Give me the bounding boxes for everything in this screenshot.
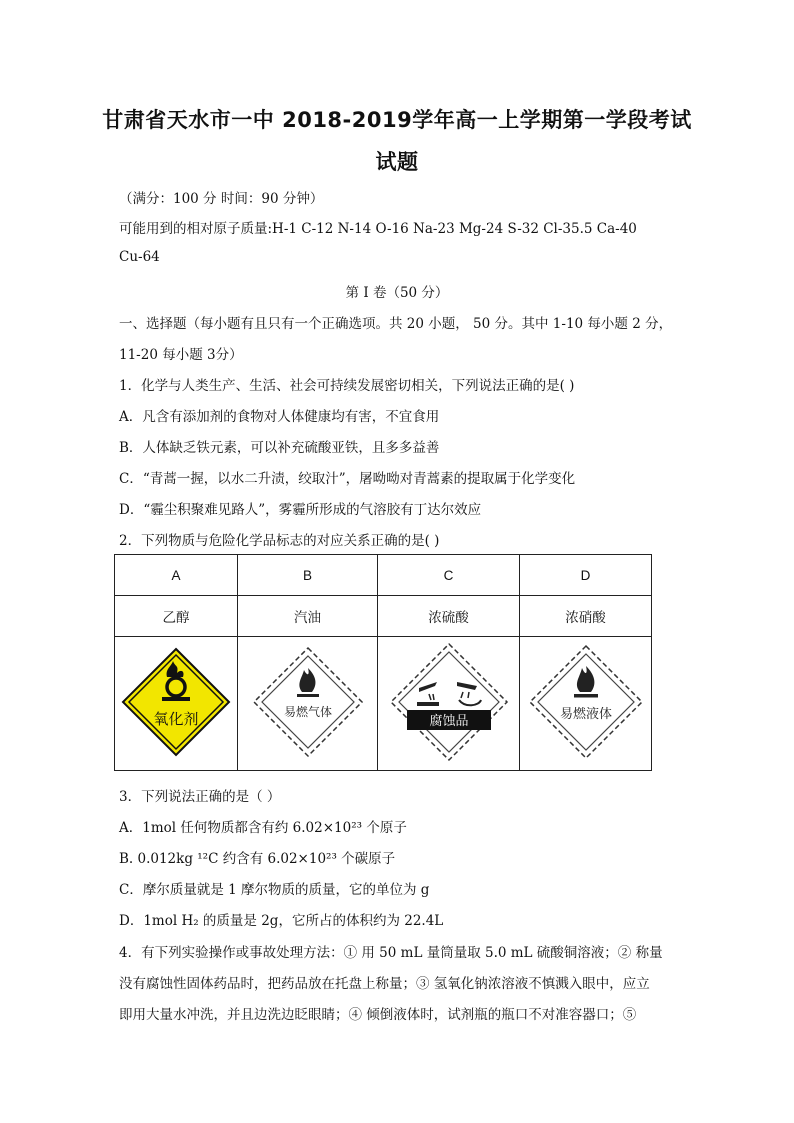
q1-option-b: B．人体缺乏铁元素，可以补充硫酸亚铁，且多多益善 bbox=[119, 440, 440, 456]
score-time-info: （满分：100 分 时间：90 分钟） bbox=[119, 191, 324, 207]
col-letter-a: A bbox=[115, 555, 238, 596]
q4-line3: 即用大量水冲洗，并且边洗边眨眼睛；④ 倾倒液体时，试剂瓶的瓶口不对准容器口；⑤ bbox=[119, 1007, 637, 1023]
section-instruction-line2: 11-20 每小题 3分） bbox=[119, 347, 243, 363]
q3-option-d: D．1mol H₂ 的质量是 2g，它所占的体积约为 22.4L bbox=[119, 913, 444, 929]
atomic-masses-line1: 可能用到的相对原子质量:H-1 C-12 N-14 O-16 Na-23 Mg-24 S-32 Cl-35.5 Ca-40 bbox=[119, 221, 637, 237]
atomic-masses-line2: Cu-64 bbox=[119, 249, 160, 265]
sign-label-d: 易燃液体 bbox=[559, 706, 612, 722]
sign-label-c: 腐蚀品 bbox=[428, 713, 469, 729]
q3-stem: 3．下列说法正确的是（ ） bbox=[119, 789, 281, 805]
substance-b: 汽油 bbox=[238, 596, 378, 637]
sign-cell-c bbox=[378, 637, 520, 771]
q3-option-b: B. 0.012kg ¹²C 约含有 6.02×10²³ 个碳原子 bbox=[119, 851, 396, 867]
exam-title-line1: 甘肃省天水市一中 2018-2019学年高一上学期第一学段考试 bbox=[102, 108, 692, 132]
substance-a: 乙醇 bbox=[115, 596, 238, 637]
flammable-liquid-sign-icon bbox=[528, 644, 644, 760]
q1-option-c: C．“青蒿一握，以水二升渍，绞取汁”，屠呦呦对青蒿素的提取属于化学变化 bbox=[119, 471, 576, 487]
table-row-signs bbox=[115, 637, 652, 771]
section-instruction-line1: 一、选择题（每小题有且只有一个正确选项。共 20 小题， 50 分。其中 1-10 每小题 2 分， bbox=[119, 316, 673, 332]
q4-line1: 4．有下列实验操作或事故处理方法：① 用 50 mL 量筒量取 5.0 mL 硫酸铜溶液；② 称量 bbox=[119, 945, 663, 961]
oxidizer-sign-icon bbox=[121, 647, 231, 757]
corrosive-sign-icon bbox=[389, 642, 509, 762]
hazard-sign-table bbox=[114, 554, 652, 771]
q4-line2: 没有腐蚀性固体药品时，把药品放在托盘上称量；③ 氢氧化钠浓溶液不慎溅入眼中，应立 bbox=[119, 976, 650, 992]
sign-label-b: 易燃气体 bbox=[283, 704, 332, 719]
table-row-letters bbox=[115, 555, 652, 596]
col-letter-c: C bbox=[378, 555, 520, 596]
q3-option-a: A．1mol 任何物质都含有约 6.02×10²³ 个原子 bbox=[119, 820, 407, 836]
sign-cell-b bbox=[238, 637, 378, 771]
q1-stem: 1．化学与人类生产、生活、社会可持续发展密切相关，下列说法正确的是( ) bbox=[119, 378, 575, 394]
section-heading: 第 I 卷（50 分） bbox=[345, 285, 449, 301]
col-letter-b: B bbox=[238, 555, 378, 596]
q1-option-d: D．“霾尘积聚难见路人”，雾霾所形成的气溶胶有丁达尔效应 bbox=[119, 502, 482, 518]
substance-d: 浓硝酸 bbox=[520, 596, 652, 637]
flammable-gas-sign-icon bbox=[252, 646, 364, 758]
sign-cell-d bbox=[520, 637, 652, 771]
substance-c: 浓硫酸 bbox=[378, 596, 520, 637]
q2-stem: 2．下列物质与危险化学品标志的对应关系正确的是( ) bbox=[119, 533, 440, 549]
q3-option-c: C．摩尔质量就是 1 摩尔物质的质量，它的单位为 g bbox=[119, 882, 430, 898]
table-row-substances bbox=[115, 596, 652, 637]
sign-label-a: 氧化剂 bbox=[153, 709, 199, 728]
col-letter-d: D bbox=[520, 555, 652, 596]
sign-cell-a bbox=[115, 637, 238, 771]
exam-title-line2: 试题 bbox=[375, 150, 419, 174]
q1-option-a: A．凡含有添加剂的食物对人体健康均有害，不宜食用 bbox=[119, 409, 440, 425]
